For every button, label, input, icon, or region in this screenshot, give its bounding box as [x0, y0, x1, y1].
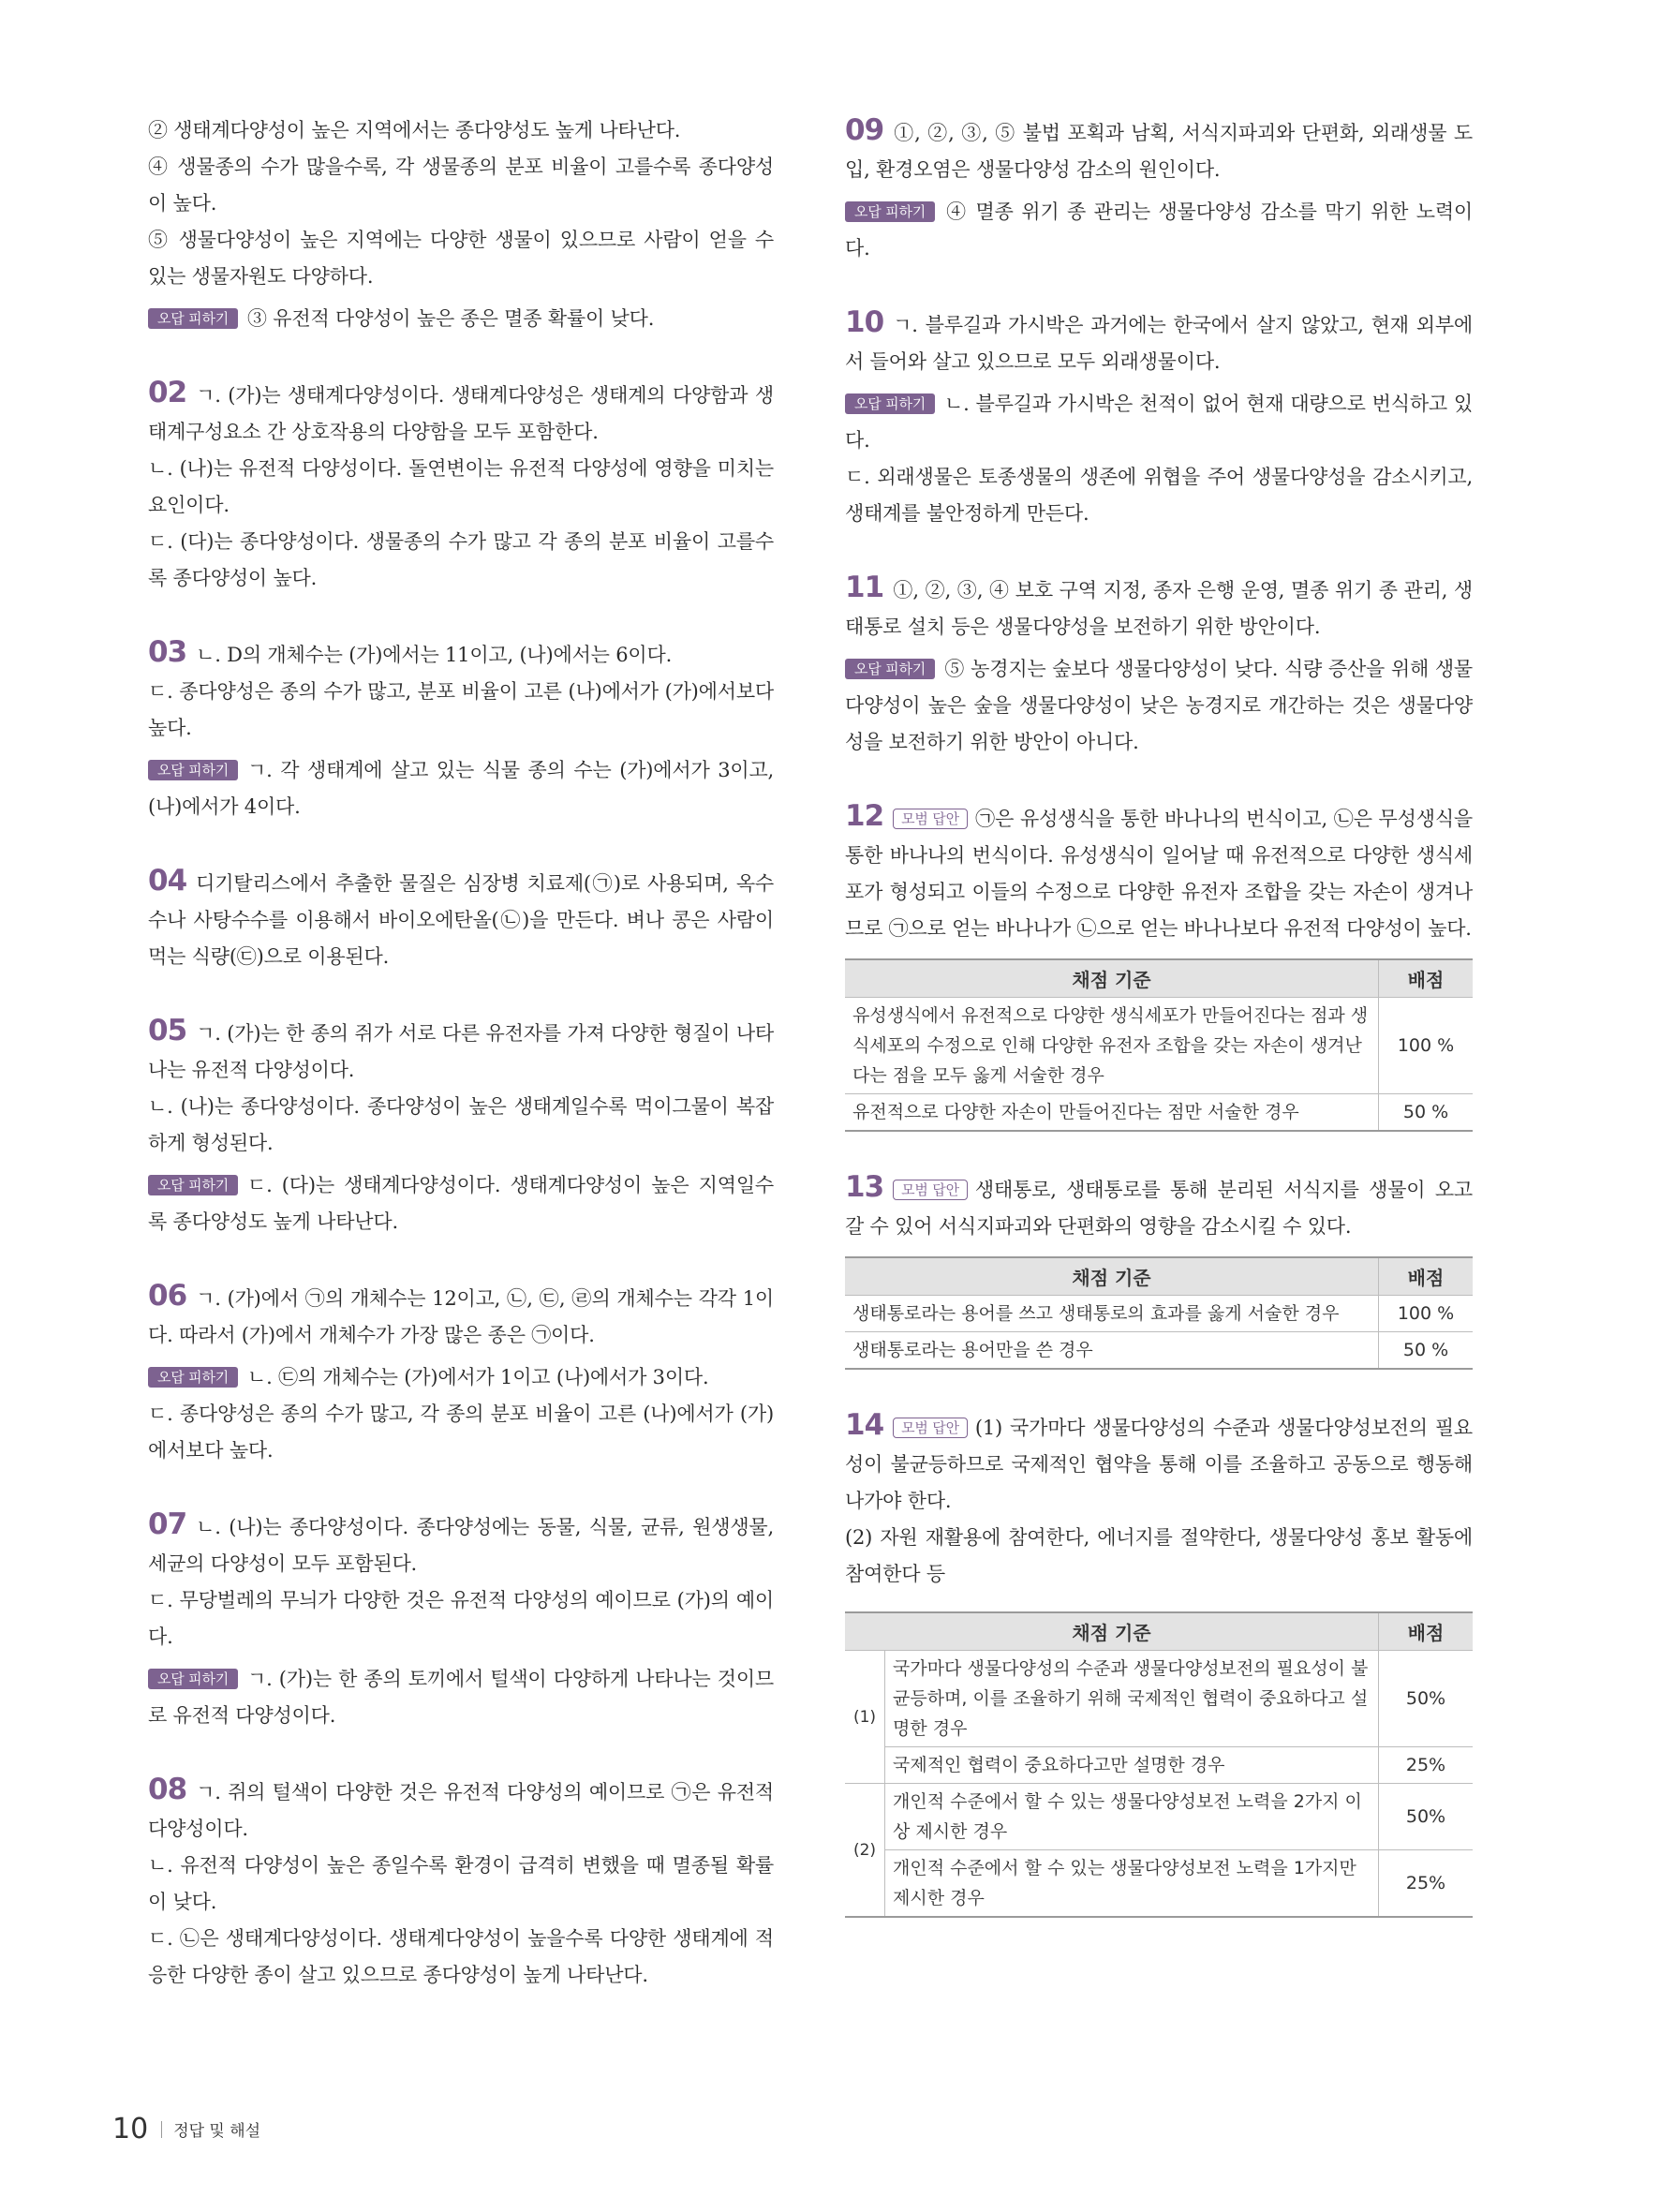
- answer-08: [148, 1772, 774, 1994]
- model-answer-text: ㉠은 유성생식을 통한 바나나의 번식이고, ㉡은 무성생식을 통한 바나나의 번식이다. 유성생식이 일어날 때 유전적으로 다양한 생식세포가 형성되고 이들의 수정으로 다양한 유전자 조합을 갖는 자손이 생겨나므로 ㉠으로 얻는 바나나가 ㉡으로 얻는 바나나보다 유전적 다양성이 높다.: [845, 808, 1473, 940]
- table-row: [845, 1296, 1473, 1332]
- score-cell: 50%: [1379, 1784, 1474, 1850]
- grading-table-14: [845, 1611, 1473, 1918]
- answer-03: [148, 634, 774, 825]
- wrong-answer-tag: 오답 피하기: [148, 308, 238, 329]
- model-answer-tag: 모범 답안: [893, 809, 968, 829]
- footer-divider: [161, 2121, 162, 2138]
- wrong-answer-tag: 오답 피하기: [148, 760, 238, 780]
- wrong-answer-tag: 오답 피하기: [845, 659, 935, 679]
- answer-text: ㄷ. ㉡은 생태계다양성이다. 생태계다양성이 높을수록 다양한 생태계에 적응한 다양한 종이 살고 있으므로 종다양성이 높게 나타난다.: [148, 1927, 774, 1986]
- question-number: 14: [845, 1408, 884, 1442]
- score-header: 배점: [1379, 1612, 1474, 1651]
- score-cell: 100 %: [1379, 1296, 1474, 1332]
- question-number: 10: [845, 305, 884, 339]
- score-cell: 100 %: [1379, 998, 1474, 1094]
- answer-12: [845, 798, 1473, 1132]
- model-answer-tag: 모범 답안: [893, 1180, 968, 1200]
- answer-text: ①, ②, ③, ⑤ 불법 포획과 남획, 서식지파괴와 단편화, 외래생물 도입, 환경오염은 생물다양성 감소의 원인이다.: [845, 122, 1473, 181]
- question-number: 13: [845, 1170, 884, 1204]
- criteria-cell: 국가마다 생물다양성의 수준과 생물다양성보전의 필요성이 불균등하며, 이를 조율하기 위해 국제적인 협력이 중요하다고 설명한 경우: [885, 1651, 1379, 1747]
- criteria-cell: 개인적 수준에서 할 수 있는 생물다양성보전 노력을 2가지 이상 제시한 경우: [885, 1784, 1379, 1850]
- score-cell: 50 %: [1379, 1094, 1474, 1132]
- score-cell: 50 %: [1379, 1332, 1474, 1370]
- question-number: 04: [148, 864, 187, 898]
- criteria-cell: 생태통로라는 용어를 쓰고 생태통로의 효과를 옳게 서술한 경우: [845, 1296, 1379, 1332]
- answer-text: ㄱ. 쥐의 털색이 다양한 것은 유전적 다양성의 예이므로 ㉠은 유전적 다양성이다.: [148, 1781, 774, 1840]
- criteria-cell: 개인적 수준에서 할 수 있는 생물다양성보전 노력을 1가지만 제시한 경우: [885, 1850, 1379, 1918]
- answer-text: ㄴ. (나)는 유전적 다양성이다. 돌연변이는 유전적 다양성에 영향을 미치는 요인이다.: [148, 457, 774, 516]
- score-header: 배점: [1379, 1257, 1474, 1296]
- answer-text: ㄱ. (가)에서 ㉠의 개체수는 12이고, ㉡, ㉢, ㉣의 개체수는 각각 1이다. 따라서 (가)에서 개체수가 가장 많은 종은 ㉠이다.: [148, 1287, 774, 1346]
- wrong-answer-tag: 오답 피하기: [845, 393, 935, 414]
- table-row: [845, 1784, 1473, 1850]
- answer-text: ㄱ. (가)는 한 종의 쥐가 서로 다른 유전자를 가져 다양한 형질이 나타나는 유전적 다양성이다.: [148, 1022, 774, 1081]
- answer-text: ㄱ. (가)는 생태계다양성이다. 생태계다양성은 생태계의 다양함과 생태계구성요소 간 상호작용의 다양함을 모두 포함한다.: [148, 384, 774, 443]
- table-row: [845, 1332, 1473, 1370]
- question-number: 08: [148, 1773, 187, 1806]
- score-header: 배점: [1379, 959, 1474, 998]
- question-number: 12: [845, 799, 884, 833]
- criteria-cell: 생태통로라는 용어만을 쓴 경우: [845, 1332, 1379, 1370]
- table-row: [845, 1094, 1473, 1132]
- page-footer: [112, 2113, 260, 2145]
- part-label: (1): [845, 1651, 885, 1784]
- wrong-answer-text: ㄷ. (다)는 생태계다양성이다. 생태계다양성이 높은 지역일수록 종다양성도 높게 나타난다.: [148, 1174, 774, 1233]
- answer-text: 디기탈리스에서 추출한 물질은 심장병 치료제(㉠)로 사용되며, 옥수수나 사탕수수를 이용해서 바이오에탄올(㉡)을 만든다. 벼나 콩은 사람이 먹는 식량(㉢)으로 이용된다.: [148, 872, 774, 968]
- answer-10: [845, 304, 1473, 532]
- answer-text: ⑤ 생물다양성이 높은 지역에는 다양한 생물이 있으므로 사람이 얻을 수 있는 생물자원도 다양하다.: [148, 229, 774, 288]
- answer-13: [845, 1169, 1473, 1370]
- question-number: 09: [845, 113, 884, 147]
- table-row: [845, 998, 1473, 1094]
- score-cell: 25%: [1379, 1850, 1474, 1918]
- wrong-answer-text: ㄱ. 각 생태계에 살고 있는 식물 종의 수는 (가)에서가 3이고, (나)에서가 4이다.: [148, 759, 774, 818]
- score-cell: 50%: [1379, 1651, 1474, 1747]
- criteria-cell: 유성생식에서 유전적으로 다양한 생식세포가 만들어진다는 점과 생식세포의 수정으로 인해 다양한 유전자 조합을 갖는 자손이 생겨난다는 점을 모두 옳게 서술한 경우: [845, 998, 1379, 1094]
- wrong-answer-tag: 오답 피하기: [148, 1669, 238, 1689]
- answer-text: ㄷ. 외래생물은 토종생물의 생존에 위협을 주어 생물다양성을 감소시키고, 생태계를 불안정하게 만든다.: [845, 466, 1473, 525]
- answer-text: ㄷ. 무당벌레의 무늬가 다양한 것은 유전적 다양성의 예이므로 (가)의 예이다.: [148, 1589, 774, 1648]
- wrong-answer-text: ③ 유전적 다양성이 높은 종은 멸종 확률이 낮다.: [247, 307, 655, 330]
- left-column: [148, 112, 774, 2031]
- answer-text: ㄷ. 종다양성은 종의 수가 많고, 각 종의 분포 비율이 고른 (나)에서가 (가)에서보다 높다.: [148, 1403, 774, 1462]
- wrong-answer-text: ④ 멸종 위기 종 관리는 생물다양성 감소를 막기 위한 노력이다.: [845, 200, 1473, 260]
- wrong-answer-text: ㄴ. 블루길과 가시박은 천적이 없어 현재 대량으로 번식하고 있다.: [845, 393, 1473, 452]
- wrong-answer-tag: 오답 피하기: [148, 1175, 238, 1195]
- model-answer-text: 생태통로, 생태통로를 통해 분리된 서식지를 생물이 오고 갈 수 있어 서식지파괴와 단편화의 영향을 감소시킬 수 있다.: [845, 1179, 1473, 1238]
- question-number: 05: [148, 1014, 187, 1047]
- page-number: 10: [112, 2113, 149, 2145]
- wrong-answer-tag: 오답 피하기: [148, 1367, 238, 1388]
- criteria-cell: 유전적으로 다양한 자손이 만들어진다는 점만 서술한 경우: [845, 1094, 1379, 1132]
- answer-text: ①, ②, ③, ④ 보호 구역 지정, 종자 은행 운영, 멸종 위기 종 관리, 생태통로 설치 등은 생물다양성을 보전하기 위한 방안이다.: [845, 579, 1473, 638]
- answer-05: [148, 1013, 774, 1240]
- question-number: 07: [148, 1507, 187, 1541]
- footer-label: 정답 및 해설: [173, 2122, 261, 2141]
- criteria-header: 채점 기준: [845, 1612, 1379, 1651]
- answer-02: [148, 375, 774, 597]
- criteria-header: 채점 기준: [845, 1257, 1379, 1296]
- score-cell: 25%: [1379, 1747, 1474, 1784]
- wrong-answer-text: ㄴ. ㉢의 개체수는 (가)에서가 1이고 (나)에서가 3이다.: [247, 1366, 709, 1388]
- model-answer-text: (2) 자원 재활용에 참여한다, 에너지를 절약한다, 생물다양성 홍보 활동에 참여한다 등: [845, 1526, 1473, 1585]
- answer-09: [845, 112, 1473, 267]
- answer-text: ㄴ. D의 개체수는 (가)에서는 11이고, (나)에서는 6이다.: [196, 644, 673, 666]
- answer-text: ④ 생물종의 수가 많을수록, 각 생물종의 분포 비율이 고를수록 종다양성이 높다.: [148, 156, 774, 215]
- table-row: [845, 1747, 1473, 1784]
- question-number: 11: [845, 571, 884, 604]
- question-number: 03: [148, 635, 187, 669]
- model-answer-tag: 모범 답안: [893, 1418, 968, 1438]
- grading-table-12: [845, 958, 1473, 1132]
- grading-table-13: [845, 1256, 1473, 1370]
- question-number: 02: [148, 376, 187, 409]
- model-answer-text: (1) 국가마다 생물다양성의 수준과 생물다양성보전의 필요성이 불균등하므로 국제적인 협약을 통해 이를 조율하고 공동으로 행동해 나가야 한다.: [845, 1417, 1473, 1512]
- table-row: [845, 1651, 1473, 1747]
- criteria-cell: 국제적인 협력이 중요하다고만 설명한 경우: [885, 1747, 1379, 1784]
- part-label: (2): [845, 1784, 885, 1918]
- table-row: [845, 1850, 1473, 1918]
- answer-06: [148, 1278, 774, 1469]
- answer-text: ㄷ. (다)는 종다양성이다. 생물종의 수가 많고 각 종의 분포 비율이 고를수록 종다양성이 높다.: [148, 530, 774, 589]
- answer-text: ㄷ. 종다양성은 종의 수가 많고, 분포 비율이 고른 (나)에서가 (가)에서보다 높다.: [148, 680, 774, 739]
- criteria-header: 채점 기준: [845, 959, 1379, 998]
- answer-04: [148, 863, 774, 975]
- wrong-answer-text: ㄱ. (가)는 한 종의 토끼에서 털색이 다양하게 나타나는 것이므로 유전적 다양성이다.: [148, 1668, 774, 1727]
- answer-01-continued: [148, 112, 774, 337]
- answer-text: ㄴ. (나)는 종다양성이다. 종다양성이 높은 생태계일수록 먹이그물이 복잡하게 형성된다.: [148, 1095, 774, 1154]
- answer-text: ㄴ. 유전적 다양성이 높은 종일수록 환경이 급격히 변했을 때 멸종될 확률이 낮다.: [148, 1854, 774, 1913]
- answer-07: [148, 1507, 774, 1734]
- wrong-answer-text: ⑤ 농경지는 숲보다 생물다양성이 낮다. 식량 증산을 위해 생물다양성이 높은 숲을 생물다양성이 낮은 농경지로 개간하는 것은 생물다양성을 보전하기 위한 방안이 아니다.: [845, 658, 1473, 753]
- question-number: 06: [148, 1279, 187, 1313]
- answer-text: ② 생태계다양성이 높은 지역에서는 종다양성도 높게 나타난다.: [148, 119, 681, 141]
- right-column: [845, 112, 1473, 1955]
- answer-11: [845, 570, 1473, 761]
- wrong-answer-tag: 오답 피하기: [845, 201, 935, 222]
- answer-14: [845, 1407, 1473, 1918]
- answer-text: ㄱ. 블루길과 가시박은 과거에는 한국에서 살지 않았고, 현재 외부에서 들어와 살고 있으므로 모두 외래생물이다.: [845, 314, 1473, 373]
- answer-text: ㄴ. (나)는 종다양성이다. 종다양성에는 동물, 식물, 균류, 원생생물, 세균의 다양성이 모두 포함된다.: [148, 1516, 774, 1575]
